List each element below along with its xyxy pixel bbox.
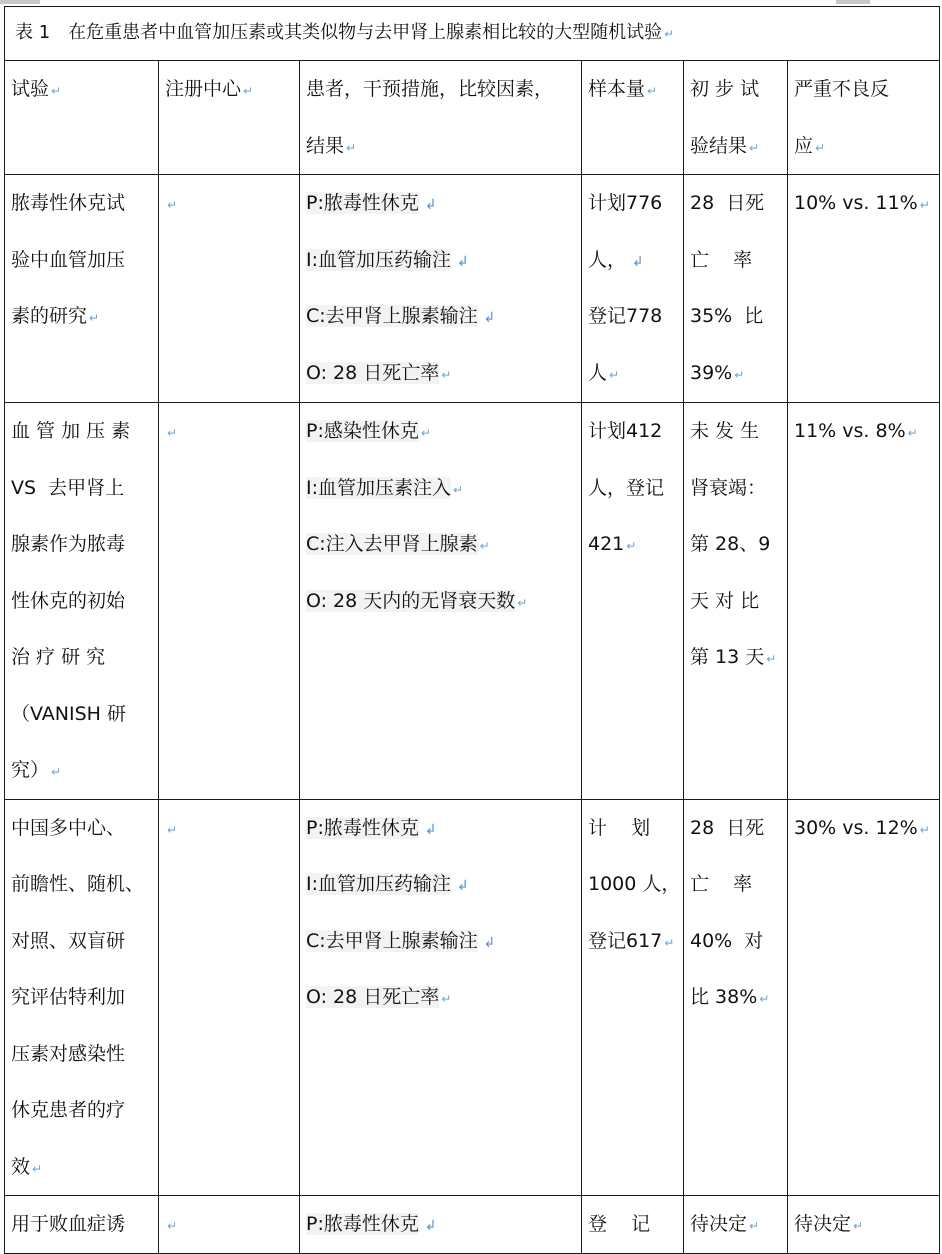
line-break-mark-icon: ↲ — [424, 197, 437, 213]
center-cell — [159, 403, 300, 800]
header-sample: 样本量 ↵ — [582, 61, 684, 175]
paragraph-mark-icon: ↵ — [664, 27, 675, 41]
adverse-cell: 10% vs. 11% ↵ — [788, 175, 940, 403]
page-edge-mark-right — [836, 0, 870, 4]
adverse-cell: 30% vs. 12% ↵ — [788, 799, 940, 1196]
prelim-result-cell: 28 日死 亡 率 35% 比 39% ↵ — [684, 175, 788, 403]
paragraph-mark-icon: ↵ — [749, 1219, 760, 1233]
paragraph-mark-icon: ↵ — [167, 198, 178, 212]
picos-cell: P:脓毒性休克 ↲ I:血管加压药输注 ↲ C:去甲肾上腺素输注 ↲ O: 28 日死亡率 ↵ — [300, 175, 582, 403]
center-cell — [159, 1196, 300, 1254]
paragraph-mark-icon: ↵ — [167, 1219, 178, 1233]
paragraph-mark-icon: ↵ — [167, 822, 178, 837]
header-trial: 试验 ↵ — [5, 61, 159, 175]
trial-name-cell: 用于败血症诱 — [5, 1196, 159, 1254]
center-cell — [159, 175, 300, 403]
header-row — [5, 61, 940, 175]
paragraph-mark-icon: ↵ — [89, 311, 100, 325]
sample-cell: 登 记 — [582, 1196, 684, 1254]
paragraph-mark-icon: ↵ — [420, 426, 431, 440]
paragraph-mark-icon: ↵ — [919, 198, 930, 212]
paragraph-mark-icon: ↵ — [647, 84, 658, 98]
prelim-result-cell: 待决定 ↵ — [684, 1196, 788, 1254]
paragraph-mark-icon: ↵ — [919, 822, 930, 837]
trial-name-cell: 脓毒性休克试 验中血管加压 素的研究 ↵ — [5, 175, 159, 403]
prelim-result-cell: 未 发 生 肾衰竭： 第 28、9 天 对 比 第 13 天 ↵ — [684, 403, 788, 800]
header-center: 注册中心 ↵ — [159, 61, 300, 175]
line-break-mark-icon: ↲ — [457, 253, 469, 270]
line-break-mark-icon: ↲ — [424, 821, 437, 838]
paragraph-mark-icon: ↵ — [479, 539, 490, 553]
paragraph-mark-icon: ↵ — [453, 482, 464, 497]
line-break-mark-icon: ↲ — [424, 1218, 437, 1234]
line-break-mark-icon: ↲ — [457, 878, 469, 894]
paragraph-mark-icon: ↵ — [853, 1219, 864, 1233]
trial-name-cell: 中国多中心、 前瞻性、随机、 对照、双盲研 究评估特利加 压素对感染性 休克患者的疗 效 ↵ — [5, 799, 159, 1196]
prelim-result-cell: 28 日死 亡 率 40% 对 比 38% ↵ — [684, 799, 788, 1196]
paragraph-mark-icon: ↵ — [749, 140, 760, 155]
sample-cell: 计 划 1000 人， 登记617 ↵ — [582, 799, 684, 1196]
paragraph-mark-icon: ↵ — [517, 595, 528, 610]
paragraph-mark-icon: ↵ — [32, 1161, 43, 1176]
table-row — [5, 175, 940, 403]
trial-name-cell: 血 管 加 压 素 VS 去甲肾上 腺素作为脓毒 性休克的初始 治 疗 研 究 （VANISH 研 究） ↵ — [5, 403, 159, 800]
sample-cell: 计划776 人， ↲ 登记778 人 ↵ — [582, 175, 684, 403]
paragraph-mark-icon: ↵ — [51, 765, 62, 779]
picos-cell: P:感染性休克 ↵ I:血管加压素注入 ↵ C:注入去甲肾上腺素 ↵ O: 28 天内的无肾衰天数 ↵ — [300, 403, 582, 800]
table-row — [5, 1196, 940, 1254]
picos-cell: P:脓毒性休克 ↲ — [300, 1196, 582, 1254]
line-break-mark-icon: ↲ — [483, 934, 496, 951]
line-break-mark-icon: ↲ — [632, 253, 644, 270]
paragraph-mark-icon: ↵ — [441, 367, 452, 382]
line-break-mark-icon: ↲ — [483, 310, 496, 326]
header-prelim: 初 步 试 验结果 ↵ — [684, 61, 788, 175]
caption-row — [5, 7, 940, 61]
paragraph-mark-icon: ↵ — [664, 935, 675, 950]
header-adverse: 严重不良反 应 ↵ — [788, 61, 940, 175]
paragraph-mark-icon: ↵ — [907, 426, 918, 440]
adverse-cell: 11% vs. 8% ↵ — [788, 403, 940, 800]
paragraph-mark-icon: ↵ — [626, 539, 637, 553]
center-cell — [159, 799, 300, 1196]
table-row — [5, 403, 940, 800]
page-edge-mark-left — [0, 0, 40, 4]
paragraph-mark-icon: ↵ — [609, 367, 620, 382]
paragraph-mark-icon: ↵ — [759, 992, 770, 1006]
picos-cell: P:脓毒性休克 ↲ I:血管加压药输注 ↲ C:去甲肾上腺素输注 ↲ O: 28 日死亡率 ↵ — [300, 799, 582, 1196]
table-caption: 表 1 在危重患者中血管加压素或其类似物与去甲肾上腺素相比较的大型随机试验 ↵ — [5, 7, 940, 61]
trials-table — [4, 6, 940, 1254]
paragraph-mark-icon: ↵ — [441, 992, 452, 1006]
paragraph-mark-icon: ↵ — [734, 367, 745, 382]
sample-cell: 计划412 人，登记 421 ↵ — [582, 403, 684, 800]
paragraph-mark-icon: ↵ — [346, 140, 357, 155]
table-row — [5, 799, 940, 1196]
paragraph-mark-icon: ↵ — [167, 426, 178, 440]
paragraph-mark-icon: ↵ — [51, 84, 62, 98]
header-picos: 患者，干预措施，比较因素， 结果 ↵ — [300, 61, 582, 175]
paragraph-mark-icon: ↵ — [243, 84, 254, 98]
adverse-cell: 待决定 ↵ — [788, 1196, 940, 1254]
paragraph-mark-icon: ↵ — [815, 140, 826, 155]
paragraph-mark-icon: ↵ — [766, 652, 777, 666]
